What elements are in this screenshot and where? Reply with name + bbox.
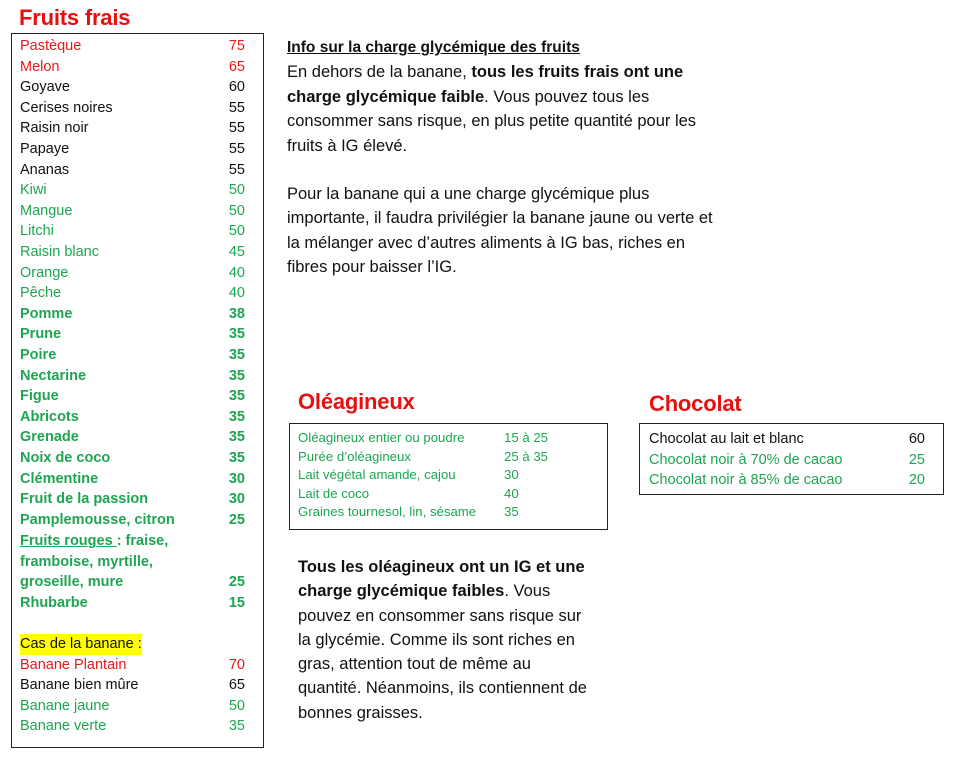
oleagineux-gi-value: 40 <box>504 485 519 501</box>
fruits-table <box>11 33 264 748</box>
oleagineux-row <box>298 466 598 485</box>
oleagineux-gi-value: 15 à 25 <box>504 430 548 445</box>
fruit-row <box>20 427 245 448</box>
oleagineux-row <box>298 448 598 467</box>
fruit-name: Pêche <box>20 285 62 302</box>
fruit-gi-value: 30 <box>228 470 245 487</box>
fruit-row <box>20 118 245 139</box>
banana-gi-value: 35 <box>228 718 245 735</box>
fruit-row <box>20 386 245 407</box>
chocolat-name: Chocolat au lait et blanc <box>649 431 804 447</box>
red-fruits-label: Fruits rouges <box>20 533 117 549</box>
rhubarb-value: 15 <box>228 594 245 611</box>
fruit-name: Ananas <box>20 161 70 178</box>
fruit-row <box>20 489 245 510</box>
red-fruits-value: 25 <box>228 574 245 591</box>
oleagineux-note-bold: Tous les oléagineux ont un IG et une charge glycémique faibles <box>298 558 585 601</box>
fruit-gi-value: 35 <box>228 326 245 343</box>
info-paragraph-1: En dehors de la banane, tous les fruits frais ont une charge glycémique faible. Vous pouvez tous les consommer sans risque, en plus petite quantité pour les fruits à IG élevé. <box>287 63 697 155</box>
oleagineux-name: Lait végétal amande, cajou <box>298 467 456 483</box>
banana-gi-value: 65 <box>228 677 245 694</box>
fruit-name: Pomme <box>20 305 73 322</box>
fruit-name: Fruit de la passion <box>20 491 149 508</box>
fruit-row <box>20 469 245 490</box>
fruit-gi-value: 35 <box>228 408 245 425</box>
banana-gi-value: 50 <box>228 697 245 714</box>
fruit-name: Nectarine <box>20 367 87 384</box>
red-fruits-line3: groseille, mure <box>20 574 124 591</box>
oleagineux-row <box>298 429 598 448</box>
chocolat-table <box>639 423 944 495</box>
fruit-gi-value: 35 <box>228 429 245 446</box>
fruit-name: Orange <box>20 264 69 281</box>
oleagineux-row <box>298 485 598 504</box>
fruit-row <box>20 304 245 325</box>
oleagineux-name: Purée d’oléagineux <box>298 448 411 464</box>
fruit-gi-value: 65 <box>228 58 245 75</box>
banana-heading-row <box>20 634 245 655</box>
red-fruits-line1: : fraise, <box>116 533 169 549</box>
fruits-title: Fruits frais <box>19 5 131 30</box>
chocolat-row <box>649 429 925 450</box>
rhubarb-row <box>20 593 245 614</box>
fruit-gi-value: 38 <box>228 305 245 322</box>
fruit-gi-value: 55 <box>228 120 245 137</box>
fruit-row <box>20 160 245 181</box>
fruit-row <box>20 263 245 284</box>
banana-name: Banane Plantain <box>20 656 127 673</box>
banana-row <box>20 716 245 737</box>
info-p1-bold: tous les fruits frais ont une charge glycémique faible <box>287 63 684 106</box>
fruit-row <box>20 407 245 428</box>
fruit-name: Mangue <box>20 202 73 219</box>
chocolat-name: Chocolat noir à 70% de cacao <box>649 451 843 468</box>
oleagineux-table <box>289 423 608 530</box>
fruit-row <box>20 77 245 98</box>
red-fruits-line2: framboise, myrtille, <box>20 553 153 570</box>
fruit-name: Pastèque <box>20 38 82 54</box>
fruit-gi-value: 55 <box>228 141 245 157</box>
fruit-name: Papaye <box>20 141 70 157</box>
fruit-name: Cerises noires <box>20 99 113 116</box>
banana-name: Banane bien mûre <box>20 677 139 694</box>
fruit-gi-value: 40 <box>228 285 245 302</box>
fruit-name: Prune <box>20 326 62 343</box>
fruit-row <box>20 345 245 366</box>
fruit-name: Figue <box>20 388 59 405</box>
fruit-row <box>20 201 245 222</box>
oleagineux-name: Graines tournesol, lin, sésame <box>298 504 477 520</box>
fruit-name: Litchi <box>20 223 54 240</box>
fruit-row <box>20 98 245 119</box>
fruit-row <box>20 242 245 263</box>
info-block <box>287 36 727 280</box>
fruit-gi-value: 25 <box>228 511 245 528</box>
fruit-name: Kiwi <box>20 182 47 199</box>
red-fruits-row-3 <box>20 572 245 593</box>
fruit-name: Clémentine <box>20 470 99 487</box>
banana-name: Banane verte <box>20 718 107 735</box>
fruit-gi-value: 40 <box>228 264 245 281</box>
fruit-name: Poire <box>20 347 57 363</box>
chocolat-row <box>649 450 925 471</box>
fruit-name: Abricots <box>20 408 79 425</box>
oleagineux-row <box>298 503 598 522</box>
fruit-gi-value: 55 <box>228 161 245 178</box>
oleagineux-note: Tous les oléagineux ont un IG et une charge glycémique faibles. Vous pouvez en consommer sans risque sur la glycémie. Comme ils sont riches en gras, attention tout de même au quantité. Néanmoins, ils contiennent de bonnes graisses. <box>298 558 587 722</box>
chocolat-gi-value: 25 <box>908 451 925 468</box>
fruit-gi-value: 35 <box>228 347 245 363</box>
banana-row <box>20 675 245 696</box>
fruit-row <box>20 180 245 201</box>
banana-gi-value: 70 <box>228 656 245 673</box>
chocolat-name: Chocolat noir à 85% de cacao <box>649 472 843 489</box>
fruit-gi-value: 45 <box>228 244 245 260</box>
rhubarb-name: Rhubarbe <box>20 594 88 611</box>
fruit-gi-value: 60 <box>228 79 245 96</box>
fruit-row <box>20 283 245 304</box>
fruit-name: Goyave <box>20 79 70 96</box>
banana-row <box>20 655 245 676</box>
fruit-row <box>20 139 245 160</box>
fruit-name: Pamplemousse, citron <box>20 511 175 528</box>
oleagineux-gi-value: 35 <box>504 504 519 520</box>
red-fruits-row-2 <box>20 552 245 573</box>
fruit-row <box>20 221 245 242</box>
fruit-name: Melon <box>20 58 60 75</box>
fruit-gi-value: 55 <box>228 99 245 116</box>
fruit-row <box>20 366 245 387</box>
fruit-gi-value: 30 <box>228 491 245 508</box>
fruit-row <box>20 324 245 345</box>
banana-row <box>20 696 245 717</box>
fruit-name: Raisin noir <box>20 120 89 137</box>
fruit-row <box>20 57 245 78</box>
fruit-row <box>20 510 245 531</box>
banana-name: Banane jaune <box>20 697 110 714</box>
oleagineux-name: Oléagineux entier ou poudre <box>298 430 465 445</box>
banana-heading: Cas de la banane : <box>20 634 142 655</box>
fruit-gi-value: 50 <box>228 182 245 199</box>
info-heading: Info sur la charge glycémique des fruits <box>287 39 580 56</box>
chocolat-row <box>649 470 925 491</box>
fruit-gi-value: 75 <box>228 38 245 54</box>
chocolat-title: Chocolat <box>649 391 742 416</box>
fruit-name: Noix de coco <box>20 450 111 466</box>
chocolat-gi-value: 20 <box>908 472 925 489</box>
oleagineux-gi-value: 25 à 35 <box>504 448 548 464</box>
fruit-gi-value: 35 <box>228 367 245 384</box>
fruit-gi-value: 35 <box>228 450 245 466</box>
fruit-row <box>20 36 245 57</box>
oleagineux-gi-value: 30 <box>504 467 519 483</box>
oleagineux-title: Oléagineux <box>298 389 415 414</box>
info-paragraph-2: Pour la banane qui a une charge glycémique plus importante, il faudra privilégier la banane jaune ou verte et la mélanger avec d’autres aliments à IG bas, riches en fibres pour baisser l’IG. <box>287 185 713 277</box>
fruit-gi-value: 50 <box>228 202 245 219</box>
oleagineux-name: Lait de coco <box>298 485 370 501</box>
fruit-gi-value: 35 <box>228 388 245 405</box>
fruit-row <box>20 448 245 469</box>
red-fruits-row <box>20 531 245 552</box>
chocolat-gi-value: 60 <box>908 431 925 447</box>
fruit-gi-value: 50 <box>228 223 245 240</box>
fruit-name: Grenade <box>20 429 79 446</box>
fruit-name: Raisin blanc <box>20 244 99 260</box>
